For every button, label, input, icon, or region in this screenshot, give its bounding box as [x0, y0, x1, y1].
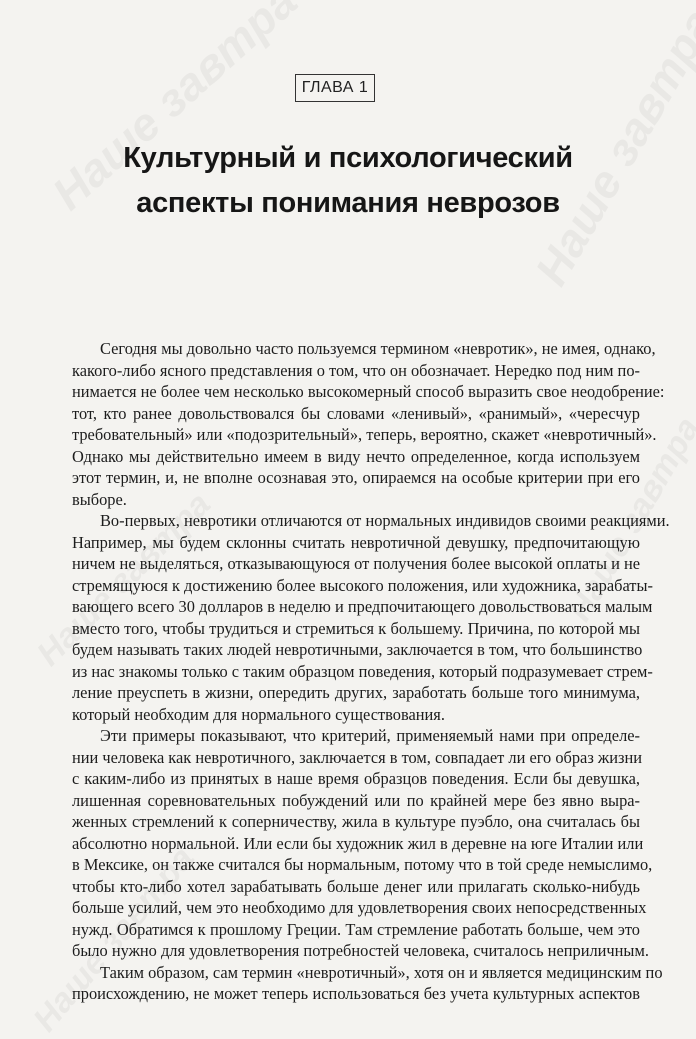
- text-line: происхождению, не может теперь использоваться без учета культурных аспектов: [72, 984, 640, 1003]
- chapter-title-line: аспекты понимания неврозов: [136, 187, 560, 219]
- chapter-label: ГЛАВА 1: [295, 74, 375, 102]
- text-line: какого-либо ясного представления о том, что он обозначает. Нередко под ним по-: [72, 360, 640, 380]
- chapter-title-line: Культурный и психологический: [123, 142, 573, 174]
- text-line: этот термин, и, не вполне осознавая это, опираемся на особые критерии при его: [72, 468, 640, 487]
- text-line: больше усилий, чем это необходимо для удовлетворения своих непосредственных: [72, 898, 647, 917]
- chapter-title: [40, 136, 656, 226]
- text-line: который необходим для нормального существования.: [72, 704, 445, 724]
- text-line: Сегодня мы довольно часто пользуемся термином «невротик», не имея, однако,: [100, 339, 656, 358]
- text-line: женных стремлений к соперничеству, жила в культуре пуэбло, она считалась бы: [72, 812, 640, 831]
- text-line: Однако мы действительно имеем в виду нечто определенное, когда используем: [72, 446, 640, 466]
- text-line: лишенная соревновательных побуждений или по крайней мере без явно выра-: [72, 790, 640, 810]
- body-text: [72, 338, 670, 1005]
- paragraph: [72, 510, 670, 725]
- text-line: было нужно для удовлетворения потребностей человека, считалось неприличным.: [72, 941, 649, 960]
- text-line: стремящуюся к достижению более высокого положения, или художника, зарабаты-: [72, 575, 653, 595]
- text-line: Эти примеры показывают, что критерий, применяемый нами при определе-: [100, 726, 640, 745]
- text-line: требовательный» или «подозрительный», теперь, вероятно, скажет «невротичный».: [72, 425, 657, 444]
- paragraph: [72, 338, 665, 510]
- text-line: будем называть таких людей невротичными, заключается в том, что большинство: [72, 640, 643, 659]
- text-line: Во-первых, невротики отличаются от нормальных индивидов своими реакциями.: [100, 511, 670, 530]
- text-line: ничем не выделяться, отказывающуюся от получения более высокой оплаты и не: [72, 554, 640, 573]
- text-line: с каким-либо из принятых в наше время образцов поведения. Если бы девушка,: [72, 769, 640, 788]
- text-line: Например, мы будем склонны считать невротичной девушку, предпочитающую: [72, 532, 640, 552]
- text-line: нии человека как невротичного, заключается в том, совпадает ли его образ жизни: [72, 747, 643, 767]
- paragraph: [72, 725, 653, 962]
- text-line: в Мексике, он также считался бы нормальным, потому что в той среде немыслимо,: [72, 855, 653, 874]
- text-line: чтобы кто-либо хотел зарабатывать больше денег или прилагать сколько-нибудь: [72, 876, 640, 896]
- paragraph: [72, 962, 663, 1005]
- text-line: вместо того, чтобы трудиться и стремиться к большему. Причина, по которой мы: [72, 618, 640, 638]
- text-line: тот, кто ранее довольствовался бы словами «ленивый», «ранимый», «чересчур: [72, 403, 640, 423]
- text-line: нимается не более чем несколько высокомерный способ выразить свое неодобрение:: [72, 382, 665, 401]
- text-line: ление преуспеть в жизни, опередить других, заработать больше того минимума,: [72, 683, 640, 702]
- text-line: выборе.: [72, 489, 127, 509]
- text-line: вающего всего 30 долларов в неделю и предпочитающего довольствоваться малым: [72, 597, 653, 616]
- text-line: абсолютно нормальной. Или если бы художник жил в деревне на юге Италии или: [72, 833, 644, 853]
- text-line: из нас знакомы только с таким образцом поведения, который подразумевает стрем-: [72, 661, 653, 681]
- text-line: Таким образом, сам термин «невротичный», хотя он и является медицинским по: [100, 962, 663, 982]
- text-line: нужд. Обратимся к прошлому Греции. Там стремление работать больше, чем это: [72, 919, 640, 939]
